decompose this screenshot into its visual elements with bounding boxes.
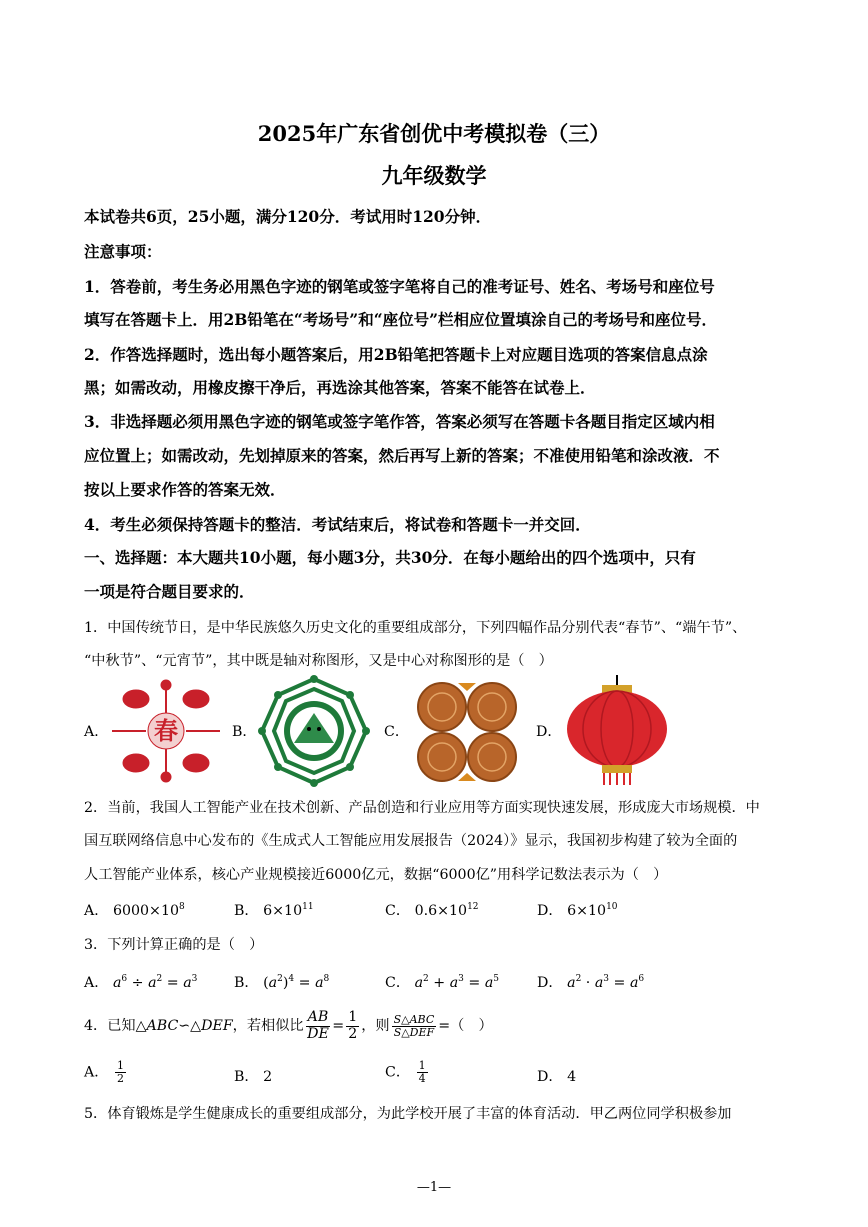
ratio-fraction: $\frac{AB}{DE}$ [307,1009,329,1042]
mooncake-icon [406,675,526,787]
area-ratio-fraction: $\frac{\text{S△ABC}}{\text{S△DEF}}$ [393,1012,435,1039]
option-label: D． [536,724,562,740]
note-line: 4．考生必须保持答题卡的整洁．考试结束后，将试卷和答题卡一并交回． [84,515,591,534]
note-line: 应位置上；如需改动，先划掉原来的答案，然后再写上新的答案；不准使用铅笔和涂改液．不 [84,446,720,465]
question-2-stem: 2．当前，我国人工智能产业在技术创新、产品创造和行业应用等方面实现快速发展，形成庞大市场规模．中 [84,800,760,816]
note-line: 3．非选择题必须用黑色字迹的钢笔或签字笔作答，答案必须写在答题卡各题目指定区域内相 [84,412,715,431]
question-4-options [84,1060,804,1086]
question-5-stem: 5．体育锻炼是学生健康成长的重要组成部分，为此学校开展了丰富的体育活动．甲乙两位同学积极参加 [84,1106,732,1122]
section-heading-cont: 一项是符合题目要求的． [84,582,255,601]
dragon-boat-zongzi-emblem-icon [254,675,374,787]
question-3-options [84,972,804,998]
note-line: 2．作答选择题时，选出每小题答案后，用2B铅笔把答题卡上对应题目选项的答案信息点涂 [84,345,708,364]
page-number: —1— [416,1180,452,1195]
question-1-stem: 1．中国传统节日，是中华民族悠久历史文化的重要组成部分，下列四幅作品分别代表“春节”、“端午节”、 [84,620,747,636]
notes-heading: 注意事项： [84,242,162,261]
exam-title: 2025年广东省创优中考模拟卷（三） [257,121,611,146]
option-a: A． $\frac{1}{2}$ [84,1059,124,1086]
option-a: A． $6000\times 10^8$ [84,902,185,919]
option-label: C． [384,724,410,740]
exam-intro: 本试卷共6页，25小题，满分120分．考试用时120分钟． [84,207,492,226]
option-b: B． 2 [234,1069,273,1085]
spring-character: 春 [154,716,178,745]
option-label: B． [232,724,257,740]
section-heading: 一、选择题：本大题共10小题，每小题3分，共30分．在每小题给出的四个选项中，只有 [84,548,696,567]
option-d: D． $6\times 10^{10}$ [537,902,618,919]
option-b: B． $(a^2)^4 = a^8$ [234,974,330,991]
option-c: C． $a^2 + a^3 = a^5$ [385,974,500,991]
question-1-stem-cont: “中秋节”、“元宵节”，其中既是轴对称图形，又是中心对称图形的是（ ） [84,653,553,669]
q1-option-c [384,675,524,787]
question-2-options [84,900,804,926]
spring-festival-papercut-icon [106,675,226,787]
note-line: 按以上要求作答的答案无效． [84,480,286,499]
question-4-stem: 4．已知△ABC∽△DEF，若相似比 $\frac{AB}{DE}$ = $\frac{1}{2}$ ，则 $\frac{\text{S△ABC}}{\text{S△DEF}}$ =（ ） [84,1009,493,1042]
option-b: B． $6\times 10^{11}$ [234,902,314,919]
q1-option-b [232,675,372,787]
q1-option-d [536,675,676,787]
question-2-stem-cont: 人工智能产业体系，核心产业规模接近6000亿元，数据“6000亿”用科学记数法表示为（ ） [84,867,668,883]
option-c: C． $\frac{1}{4}$ [385,1059,426,1086]
q1-option-a [84,675,224,787]
question-3-stem: 3．下列计算正确的是（ ） [84,937,264,953]
exam-subtitle: 九年级数学 [381,163,487,188]
red-lantern-icon [562,675,672,787]
note-line: 1．答卷前，考生务必用黑色字迹的钢笔或签字笔将自己的准考证号、姓名、考场号和座位号 [84,277,715,296]
option-label: A． [84,724,109,740]
option-a: A． $a^6 \div a^2 = a^3$ [84,974,198,991]
option-d: D． $a^2 \cdot a^3 = a^6$ [537,974,645,991]
question-2-stem-cont: 国互联网络信息中心发布的《生成式人工智能应用发展报告（2024）》显示，我国初步构建了较为全面的 [84,833,738,849]
option-d: D． 4 [537,1069,577,1085]
half-fraction: $\frac{1}{2}$ [348,1009,358,1042]
note-line: 填写在答题卡上．用2B铅笔在“考场号”和“座位号”栏相应位置填涂自己的考场号和座位号． [84,310,718,329]
note-line: 黑；如需改动，用橡皮擦干净后，再选涂其他答案，答案不能答在试卷上． [84,378,596,397]
option-c: C． $0.6\times 10^{12}$ [385,902,479,919]
